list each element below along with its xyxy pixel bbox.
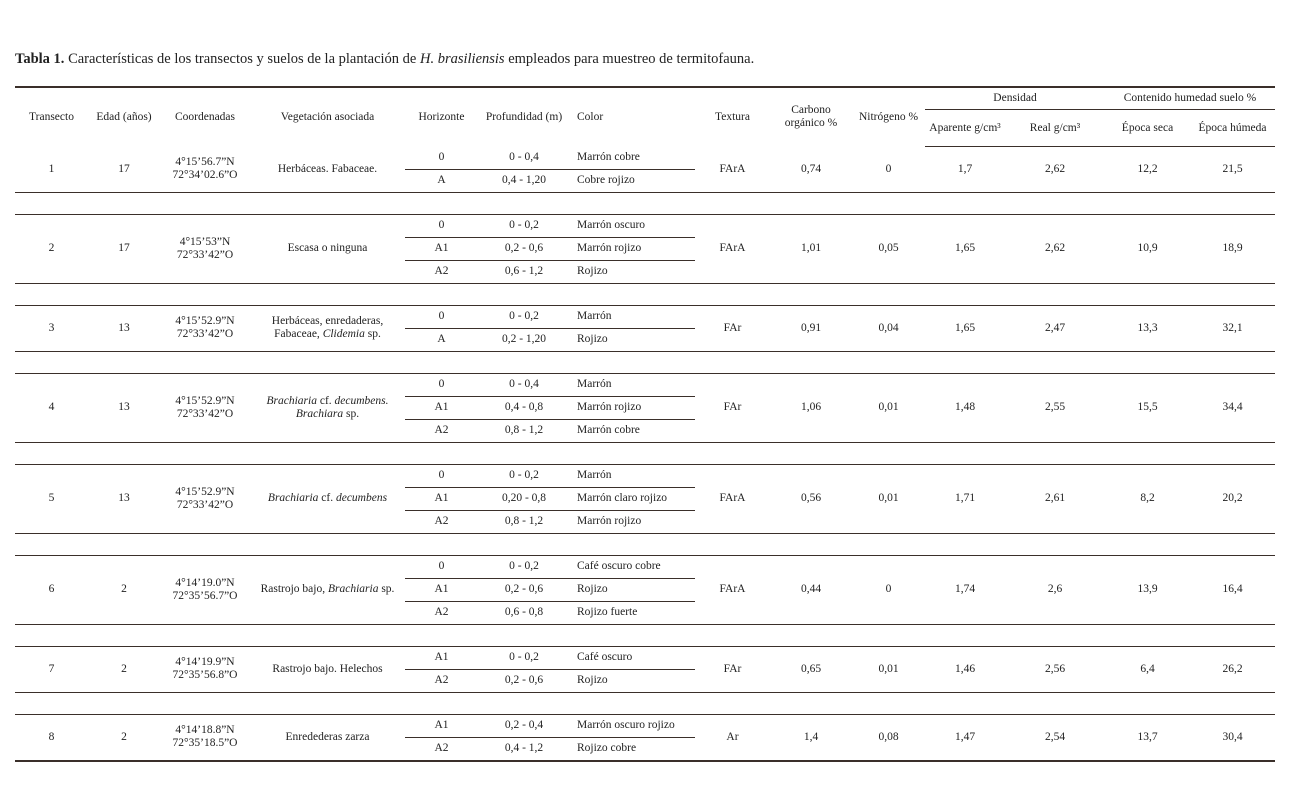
aparente-cell: 1,65: [954, 321, 976, 334]
edad-cell: 13: [118, 492, 130, 504]
profundidad-cell: 0,4 - 1,2: [478, 737, 570, 761]
vegetacion-text: Brachiaria: [267, 492, 319, 504]
coordinate: 4°15’52.9”N: [175, 394, 235, 407]
aparente-cell: 1,65: [954, 242, 976, 254]
color-cell: Rojizo fuerte: [570, 601, 695, 624]
table-row: [15, 464, 1275, 487]
horizonte-cell: A2: [405, 601, 478, 624]
edad-cell: 2: [121, 583, 127, 595]
vegetacion-text: decumbens: [335, 492, 388, 504]
horizonte-cell: A2: [405, 669, 478, 692]
horizonte-cell: 0: [438, 310, 445, 322]
table-row: [15, 214, 1275, 237]
humeda-cell: 26,2: [1222, 662, 1243, 675]
horizonte-cell: A1: [434, 651, 449, 663]
coordinate: 72°35’56.7”O: [172, 589, 238, 602]
color-cell: Marrón claro rojizo: [570, 487, 695, 510]
horizonte-cell: A2: [405, 419, 478, 442]
vegetacion-cell: [250, 714, 405, 761]
aparente-cell: 1,46: [954, 662, 976, 675]
vegetacion-text: Brachiaria: [266, 394, 317, 407]
coordinate: 72°34’02.6”O: [172, 169, 238, 181]
color-cell: Marrón cobre: [577, 151, 640, 163]
group-separator: [15, 283, 1275, 305]
profundidad-cell: 0,20 - 0,8: [478, 487, 570, 510]
group-separator: [15, 192, 1275, 214]
table-row: [15, 714, 1275, 737]
carbono-cell: 1,4: [770, 714, 852, 761]
vegetacion-text: Brachiaria: [327, 583, 379, 595]
transecto-cell: 8: [15, 714, 88, 761]
coordinate: 72°33’42”O: [176, 498, 234, 511]
table-body: [15, 147, 1275, 761]
aparente-cell: 1,7: [957, 162, 973, 175]
textura-cell: FAr: [723, 662, 742, 675]
coordenadas-cell: [160, 214, 250, 283]
seca-cell: 13,3: [1137, 321, 1158, 334]
profundidad-cell: 0 - 0,2: [509, 219, 539, 231]
caption-text: Características de los transectos y suelos de la plantación de: [64, 51, 420, 67]
coordenadas-cell: [160, 464, 250, 533]
nitrogeno-cell: 0,01: [878, 492, 899, 504]
header-humeda: Época húmeda: [1190, 110, 1275, 147]
textura-cell: FArA: [719, 583, 746, 595]
textura-cell: Ar: [695, 714, 770, 761]
horizonte-cell: A2: [405, 737, 478, 761]
color-cell: Rojizo cobre: [570, 737, 695, 761]
carbono-cell: 0,44: [800, 583, 822, 595]
vegetacion-text: sp.: [378, 583, 395, 595]
transecto-cell: 6: [48, 583, 55, 595]
horizonte-cell: 0: [438, 378, 445, 390]
carbono-cell: 1,01: [800, 242, 822, 254]
real-cell: 2,47: [1044, 321, 1066, 334]
header-profundidad: Profundidad (m): [478, 87, 570, 147]
coordinate: 72°33’42”O: [176, 248, 234, 261]
real-cell: 2,54: [1005, 714, 1105, 761]
humeda-cell: 30,4: [1190, 714, 1275, 761]
header-densidad: Densidad: [925, 87, 1105, 110]
transecto-cell: 5: [48, 492, 55, 504]
horizonte-cell: A: [405, 169, 478, 192]
color-cell: Café oscuro cobre: [577, 560, 661, 572]
caption-label: Tabla 1.: [15, 51, 65, 67]
color-cell: Marrón cobre: [570, 419, 695, 442]
color-cell: Marrón rojizo: [570, 510, 695, 533]
header-seca: Época seca: [1105, 110, 1190, 147]
coordinate: 4°15’52.9”N: [175, 485, 235, 498]
profundidad-cell: 0 - 0,2: [509, 560, 539, 572]
textura-cell: FArA: [719, 162, 746, 175]
header-textura: Textura: [695, 87, 770, 147]
transecto-cell: 3: [48, 321, 55, 334]
carbono-cell: 0,74: [800, 162, 822, 175]
horizonte-cell: A1: [405, 487, 478, 510]
separator-cell: [15, 351, 1275, 373]
humeda-cell: 32,1: [1222, 321, 1243, 334]
color-cell: Marrón oscuro rojizo: [577, 719, 675, 731]
table-row: [15, 305, 1275, 328]
horizonte-cell: A1: [405, 578, 478, 601]
profundidad-cell: 0 - 0,2: [509, 469, 539, 481]
carbono-cell: 1,06: [800, 401, 822, 413]
vegetacion-text: Clidemia: [322, 328, 365, 340]
textura-cell: FAr: [723, 321, 742, 334]
table-row: [15, 147, 1275, 170]
profundidad-cell: 0,2 - 1,20: [478, 328, 570, 351]
color-cell: Marrón: [577, 310, 612, 322]
vegetacion-text: sp.: [364, 328, 381, 340]
coordinate: 72°35’56.8”O: [172, 669, 238, 681]
humeda-cell: 34,4: [1222, 401, 1243, 413]
header-transecto: Transecto: [15, 87, 88, 147]
nitrogeno-cell: 0,05: [878, 242, 899, 254]
separator-cell: [15, 692, 1275, 714]
group-separator: [15, 351, 1275, 373]
horizonte-cell: A2: [405, 260, 478, 283]
vegetacion-cell: [250, 646, 405, 692]
profundidad-cell: 0,4 - 1,20: [478, 169, 570, 192]
header-nitrogeno: Nitrógeno %: [852, 87, 925, 147]
vegetacion-text: Escasa o ninguna: [287, 242, 368, 254]
header-edad: Edad (años): [88, 87, 160, 147]
horizonte-cell: 0: [438, 219, 445, 231]
coordenadas-cell: [160, 714, 250, 761]
humeda-cell: 16,4: [1222, 583, 1243, 595]
profundidad-cell: 0,2 - 0,4: [504, 719, 544, 731]
header-humedad: Contenido humedad suelo %: [1105, 87, 1275, 110]
table-caption: [15, 51, 754, 68]
profundidad-cell: 0,2 - 0,6: [478, 669, 570, 692]
header-horizonte: Horizonte: [405, 87, 478, 147]
edad-cell: 2: [121, 662, 127, 675]
nitrogeno-cell: 0,01: [878, 662, 899, 675]
seca-cell: 12,2: [1137, 162, 1158, 175]
horizonte-cell: 0: [438, 151, 445, 163]
edad-cell: 17: [118, 162, 130, 175]
table-row: [15, 555, 1275, 578]
textura-cell: FArA: [719, 242, 746, 254]
vegetacion-cell: [250, 214, 405, 283]
coordinate: 72°33’42”O: [176, 328, 234, 340]
profundidad-cell: 0,8 - 1,2: [478, 419, 570, 442]
separator-cell: [15, 442, 1275, 464]
header-vegetacion: Vegetación asociada: [250, 87, 405, 147]
color-cell: Cobre rojizo: [570, 169, 695, 192]
profundidad-cell: 0 - 0,2: [509, 651, 539, 663]
coordinate: 4°14’19.9”N: [175, 656, 235, 668]
header-real: Real g/cm³: [1005, 110, 1105, 147]
color-cell: Rojizo: [570, 669, 695, 692]
coordinate: 4°15’52.9”N: [175, 315, 235, 327]
edad-cell: 2: [88, 714, 160, 761]
real-cell: 2,6: [1047, 583, 1063, 595]
separator-cell: [15, 283, 1275, 305]
vegetacion-cell: [250, 147, 405, 193]
seca-cell: 6,4: [1140, 662, 1155, 675]
color-cell: Marrón rojizo: [570, 237, 695, 260]
profundidad-cell: 0,8 - 1,2: [478, 510, 570, 533]
separator-cell: [15, 533, 1275, 555]
edad-cell: 17: [118, 242, 130, 254]
transecto-cell: 4: [48, 401, 55, 413]
textura-cell: FAr: [723, 401, 742, 413]
vegetacion-text: cf.: [316, 394, 335, 407]
separator-cell: [15, 624, 1275, 646]
profundidad-cell: 0 - 0,2: [509, 310, 539, 322]
horizonte-cell: 0: [438, 469, 445, 481]
coordenadas-cell: [160, 305, 250, 351]
header-aparente: Aparente g/cm³: [925, 110, 1005, 147]
color-cell: Marrón oscuro: [577, 219, 646, 231]
coordenadas-cell: [160, 147, 250, 193]
aparente-cell: 1,74: [954, 583, 976, 595]
coordinate: 72°33’42”O: [176, 407, 234, 420]
color-cell: Marrón: [577, 378, 612, 390]
real-cell: 2,56: [1044, 662, 1066, 675]
header-carbono: Carbono orgánico %: [770, 87, 852, 147]
nitrogeno-cell: 0,04: [878, 321, 899, 334]
seca-cell: 8,2: [1140, 492, 1155, 504]
humeda-cell: 18,9: [1222, 242, 1243, 254]
nitrogeno-cell: 0: [885, 162, 892, 175]
color-cell: Rojizo: [570, 578, 695, 601]
horizonte-cell: 0: [438, 560, 445, 572]
separator-cell: [15, 192, 1275, 214]
real-cell: 2,62: [1044, 162, 1066, 175]
profundidad-cell: 0,6 - 0,8: [478, 601, 570, 624]
textura-cell: FArA: [719, 492, 746, 504]
profundidad-cell: 0,4 - 0,8: [478, 396, 570, 419]
vegetacion-cell: [250, 464, 405, 533]
table-row: [15, 373, 1275, 396]
color-cell: Rojizo: [570, 260, 695, 283]
horizonte-cell: A1: [405, 237, 478, 260]
header-coordenadas: Coordenadas: [160, 87, 250, 147]
color-cell: Marrón: [577, 469, 612, 481]
profundidad-cell: 0 - 0,4: [509, 151, 539, 163]
nitrogeno-cell: 0: [885, 583, 892, 595]
color-cell: Marrón rojizo: [570, 396, 695, 419]
coordinate: 72°35’18.5”O: [172, 737, 238, 749]
carbono-cell: 0,56: [800, 492, 822, 504]
vegetacion-text: Rastrojo bajo. Helechos: [272, 662, 383, 675]
vegetacion-cell: [250, 305, 405, 351]
caption-species: H. brasiliensis: [419, 51, 505, 67]
humeda-cell: 20,2: [1222, 492, 1243, 504]
aparente-cell: 1,47: [925, 714, 1005, 761]
seca-cell: 13,7: [1105, 714, 1190, 761]
color-cell: Rojizo: [570, 328, 695, 351]
carbono-cell: 0,91: [800, 321, 822, 334]
coordenadas-cell: [160, 555, 250, 624]
color-cell: Café oscuro: [577, 651, 633, 663]
vegetacion-text: Rastrojo bajo,: [260, 583, 328, 595]
humeda-cell: 21,5: [1222, 162, 1243, 175]
vegetacion-cell: [250, 373, 405, 442]
vegetacion-text: Enredederas zarza: [285, 730, 370, 743]
vegetacion-text: sp.: [343, 407, 360, 420]
nitrogeno-cell: 0,08: [852, 714, 925, 761]
real-cell: 2,61: [1044, 492, 1066, 504]
coordinate: 4°15’53”N: [179, 235, 231, 248]
coordenadas-cell: [160, 646, 250, 692]
nitrogeno-cell: 0,01: [878, 401, 899, 413]
carbono-cell: 0,65: [800, 662, 822, 675]
coordenadas-cell: [160, 373, 250, 442]
vegetacion-text: cf.: [318, 492, 336, 504]
group-separator: [15, 624, 1275, 646]
aparente-cell: 1,71: [954, 492, 976, 504]
real-cell: 2,55: [1044, 401, 1066, 413]
seca-cell: 13,9: [1137, 583, 1158, 595]
profundidad-cell: 0 - 0,4: [509, 378, 539, 390]
transecto-cell: 2: [48, 242, 55, 254]
profundidad-cell: 0,2 - 0,6: [478, 578, 570, 601]
edad-cell: 13: [118, 321, 130, 334]
profundidad-cell: 0,2 - 0,6: [478, 237, 570, 260]
soil-characteristics-table: [15, 86, 1275, 762]
caption-text-end: empleados para muestreo de termitofauna.: [504, 51, 755, 67]
coordinate: 4°14’19.0”N: [175, 576, 235, 589]
transecto-cell: 1: [48, 162, 55, 175]
vegetacion-cell: [250, 555, 405, 624]
profundidad-cell: 0,6 - 1,2: [478, 260, 570, 283]
horizonte-cell: A1: [434, 719, 449, 731]
coordinate: 4°14’18.8”N: [175, 724, 235, 736]
seca-cell: 15,5: [1137, 401, 1158, 413]
seca-cell: 10,9: [1137, 242, 1158, 254]
real-cell: 2,62: [1044, 242, 1066, 254]
vegetacion-text: Herbáceas. Fabaceae.: [277, 162, 378, 175]
horizonte-cell: A1: [405, 396, 478, 419]
horizonte-cell: A2: [405, 510, 478, 533]
horizonte-cell: A: [405, 328, 478, 351]
group-separator: [15, 533, 1275, 555]
aparente-cell: 1,48: [954, 401, 976, 413]
coordinate: 4°15’56.7”N: [175, 156, 235, 168]
group-separator: [15, 442, 1275, 464]
vegetacion-text: decumbens. Brachiara: [295, 394, 389, 420]
table-row: [15, 646, 1275, 669]
header-color: Color: [570, 87, 695, 147]
edad-cell: 13: [118, 401, 130, 413]
group-separator: [15, 692, 1275, 714]
vegetacion-text: Herbáceas, enredaderas, Fabaceae,: [271, 315, 384, 340]
transecto-cell: 7: [48, 662, 55, 675]
